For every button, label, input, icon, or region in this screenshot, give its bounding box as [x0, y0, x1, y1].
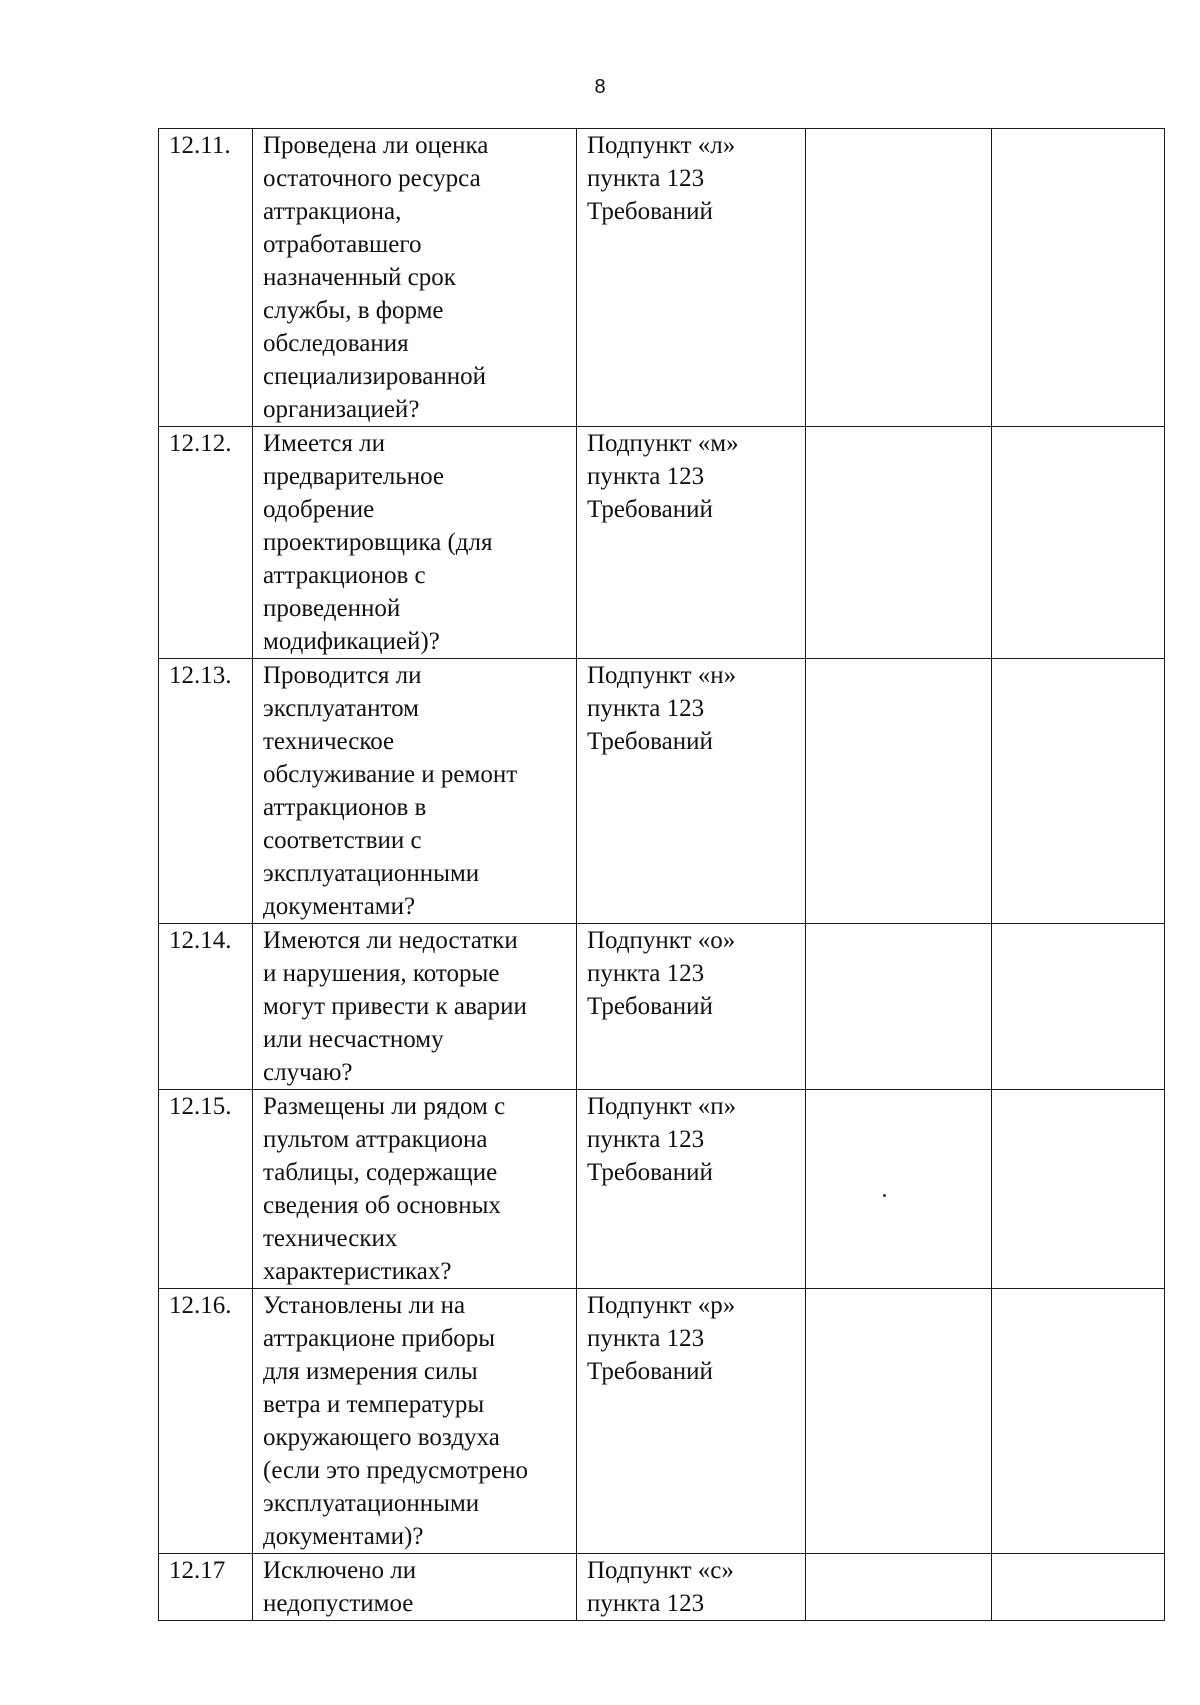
table-row: [159, 1289, 1165, 1554]
reference-cell: Подпункт «н» пункта 123 Требований: [577, 659, 806, 924]
question-cell: Проведена ли оценка остаточного ресурса аттракциона, отработавшего назначенный срок службы, в форме обследования специализированной организацией?: [253, 129, 577, 427]
question-cell: Исключено ли недопустимое: [253, 1554, 577, 1621]
checklist-table: [158, 128, 1165, 1621]
note-cell: [992, 659, 1165, 924]
table-row: [159, 924, 1165, 1090]
item-number: 12.12.: [159, 427, 253, 659]
table-row: [159, 1554, 1165, 1621]
table-row: [159, 659, 1165, 924]
note-cell: [992, 1289, 1165, 1554]
reference-cell: Подпункт «р» пункта 123 Требований: [577, 1289, 806, 1554]
table-row: [159, 129, 1165, 427]
answer-cell: [806, 129, 992, 427]
reference-cell: Подпункт «с» пункта 123: [577, 1554, 806, 1621]
reference-cell: Подпункт «о» пункта 123 Требований: [577, 924, 806, 1090]
question-cell: Размещены ли рядом с пультом аттракциона таблицы, содержащие сведения об основных технических характеристиках?: [253, 1090, 577, 1289]
item-number: 12.16.: [159, 1289, 253, 1554]
question-cell: Имеется ли предварительное одобрение проектировщика (для аттракционов с проведенной модификацией)?: [253, 427, 577, 659]
item-number: 12.14.: [159, 924, 253, 1090]
item-number: 12.17: [159, 1554, 253, 1621]
item-number: 12.11.: [159, 129, 253, 427]
reference-cell: Подпункт «м» пункта 123 Требований: [577, 427, 806, 659]
table-row: [159, 1090, 1165, 1289]
note-cell: [992, 1554, 1165, 1621]
item-number: 12.13.: [159, 659, 253, 924]
answer-cell: [806, 659, 992, 924]
item-number: 12.15.: [159, 1090, 253, 1289]
question-cell: Проводится ли эксплуатантом техническое обслуживание и ремонт аттракционов в соответствии с эксплуатационными документами?: [253, 659, 577, 924]
note-cell: [992, 924, 1165, 1090]
answer-cell: [806, 1289, 992, 1554]
reference-cell: Подпункт «п» пункта 123 Требований: [577, 1090, 806, 1289]
answer-cell: [806, 1090, 992, 1289]
answer-cell: [806, 427, 992, 659]
scan-artifact-dot: [883, 1194, 886, 1197]
page-number: 8: [594, 76, 606, 98]
answer-cell: [806, 924, 992, 1090]
note-cell: [992, 129, 1165, 427]
reference-cell: Подпункт «л» пункта 123 Требований: [577, 129, 806, 427]
question-cell: Имеются ли недостатки и нарушения, которые могут привести к аварии или несчастному случаю?: [253, 924, 577, 1090]
note-cell: [992, 427, 1165, 659]
note-cell: [992, 1090, 1165, 1289]
question-cell: Установлены ли на аттракционе приборы для измерения силы ветра и температуры окружающего воздуха (если это предусмотрено эксплуатационными документами)?: [253, 1289, 577, 1554]
answer-cell: [806, 1554, 992, 1621]
table-row: [159, 427, 1165, 659]
